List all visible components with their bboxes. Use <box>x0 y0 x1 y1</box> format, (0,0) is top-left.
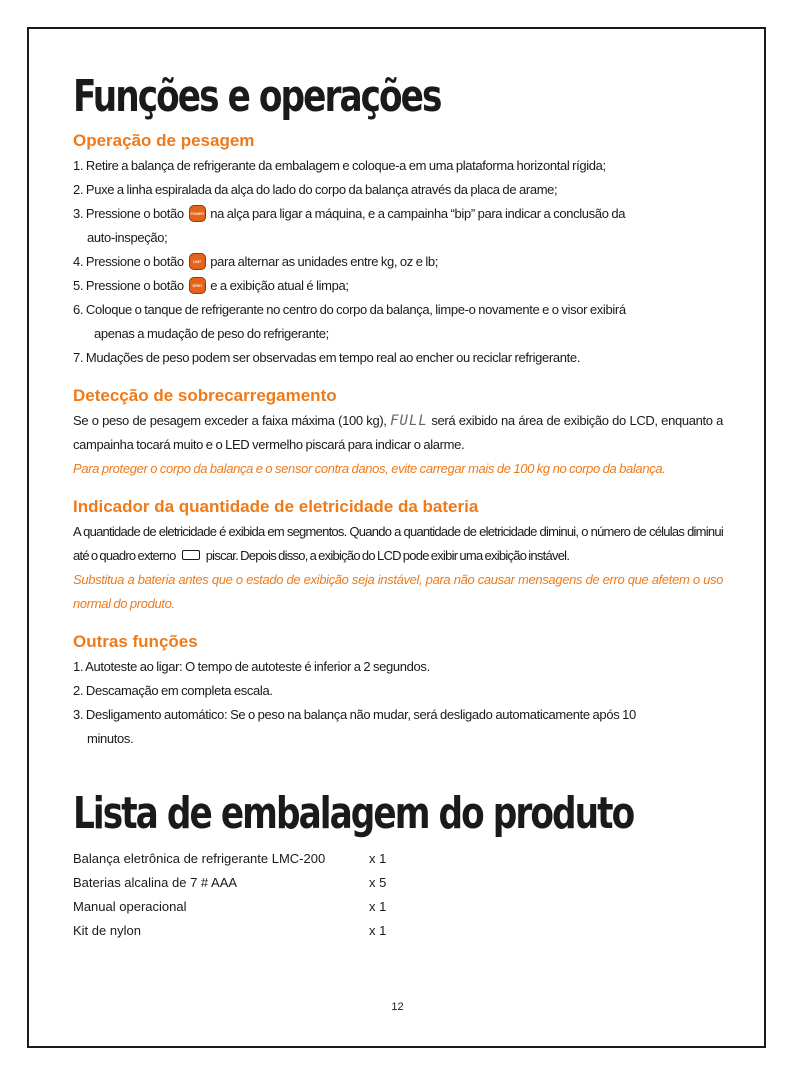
packing-item-qty: x 1 <box>369 899 387 914</box>
packing-item-qty: x 1 <box>369 923 387 938</box>
other-item-3: 3. Desligamento automático: Se o peso na balança não mudar, será desligado automaticamente após 10 <box>73 707 636 722</box>
packing-item <box>73 895 723 919</box>
packing-item-qty: x 5 <box>369 875 387 890</box>
packing-list <box>73 847 723 943</box>
page-content <box>73 72 723 943</box>
section-title-packing: Lista de embalagem do produto <box>73 788 634 839</box>
page-number: 12 <box>391 1001 404 1013</box>
battery-warning: Substitua a bateria antes que o estado de exibição seja instável, para não causar mensagens de erro que afetem o uso normal do produto. <box>73 572 723 611</box>
power-button-icon <box>189 205 206 222</box>
other-functions-section <box>73 631 723 751</box>
overload-heading: Detecção de sobrecarregamento <box>73 386 337 405</box>
weighing-item-5-post: e a exibição atual é limpa; <box>210 278 349 293</box>
unit-button-icon <box>189 253 206 270</box>
packing-item-name: Balança eletrônica de refrigerante LMC-200 <box>73 851 326 866</box>
packing-item <box>73 871 723 895</box>
weighing-heading: Operação de pesagem <box>73 131 255 150</box>
weighing-section <box>73 130 723 370</box>
packing-item-name: Manual operacional <box>73 899 187 914</box>
packing-item <box>73 919 723 943</box>
other-item-3-cont: minutos. <box>87 731 134 746</box>
battery-text-post: piscar. Depois disso, a exibição do LCD pode exibir uma exibição instável. <box>205 548 570 563</box>
weighing-item-1: 1. Retire a balança de refrigerante da embalagem e coloque-a em uma plataforma horizontal rígida; <box>73 158 606 173</box>
overload-text <box>73 409 723 457</box>
overload-text-post: será exibido na área de exibição do LCD, enquanto a campainha tocará muito e o LED vermelho piscará para indicar o alarme. <box>73 413 724 452</box>
section-title-functions: Funções e operações <box>73 71 441 122</box>
overload-section <box>73 385 723 481</box>
weighing-item-6-cont: apenas a mudação de peso do refrigerante; <box>94 326 329 341</box>
packing-item-name: Baterias alcalina de 7 # AAA <box>73 875 238 890</box>
zero-button-label: ZERO <box>192 283 202 288</box>
weighing-item-4 <box>73 250 723 274</box>
battery-frame-icon <box>182 550 200 560</box>
battery-section <box>73 496 723 616</box>
power-button-label: POWER <box>190 211 204 216</box>
weighing-item-3-pre: 3. Pressione o botão <box>73 206 184 221</box>
packing-item-qty: x 1 <box>369 851 387 866</box>
weighing-item-2: 2. Puxe a linha espiralada da alça do lado do corpo da balança através da placa de arame; <box>73 182 558 197</box>
other-functions-heading: Outras funções <box>73 632 198 651</box>
unit-button-label: UNIT <box>193 259 201 264</box>
full-lcd-icon: FULL <box>390 413 428 429</box>
weighing-item-5-pre: 5. Pressione o botão <box>73 278 184 293</box>
weighing-item-4-post: para alternar as unidades entre kg, oz e lb; <box>210 254 439 269</box>
weighing-item-4-pre: 4. Pressione o botão <box>73 254 184 269</box>
weighing-item-3-cont: auto-inspeção; <box>87 230 168 245</box>
battery-heading: Indicador da quantidade de eletricidade da bateria <box>73 497 479 516</box>
battery-text-pre: A quantidade de eletricidade é exibida em segmentos. Quando a quantidade de eletricidade diminui, o número de células diminui até o quadro externo <box>73 524 723 563</box>
weighing-item-5 <box>73 274 723 298</box>
weighing-item-6: 6. Coloque o tanque de refrigerante no centro do corpo da balança, limpe-o novamente e o visor exibirá <box>73 302 626 317</box>
battery-text <box>73 520 723 568</box>
overload-warning: Para proteger o corpo da balança e o sensor contra danos, evite carregar mais de 100 kg no corpo da balança. <box>73 461 666 476</box>
weighing-item-3 <box>73 202 723 226</box>
other-item-2: 2. Descamação em completa escala. <box>73 683 273 698</box>
other-item-1: 1. Autoteste ao ligar: O tempo de autoteste é inferior a 2 segundos. <box>73 659 430 674</box>
weighing-item-7: 7. Mudações de peso podem ser observadas em tempo real ao encher ou reciclar refrigerante. <box>73 350 581 365</box>
zero-button-icon <box>189 277 206 294</box>
weighing-item-3-post: na alça para ligar a máquina, e a campainha “bip” para indicar a conclusão da <box>210 206 626 221</box>
packing-item-name: Kit de nylon <box>73 923 141 938</box>
overload-text-pre: Se o peso de pesagem exceder a faixa máxima (100 kg), <box>73 413 387 428</box>
packing-item <box>73 847 723 871</box>
